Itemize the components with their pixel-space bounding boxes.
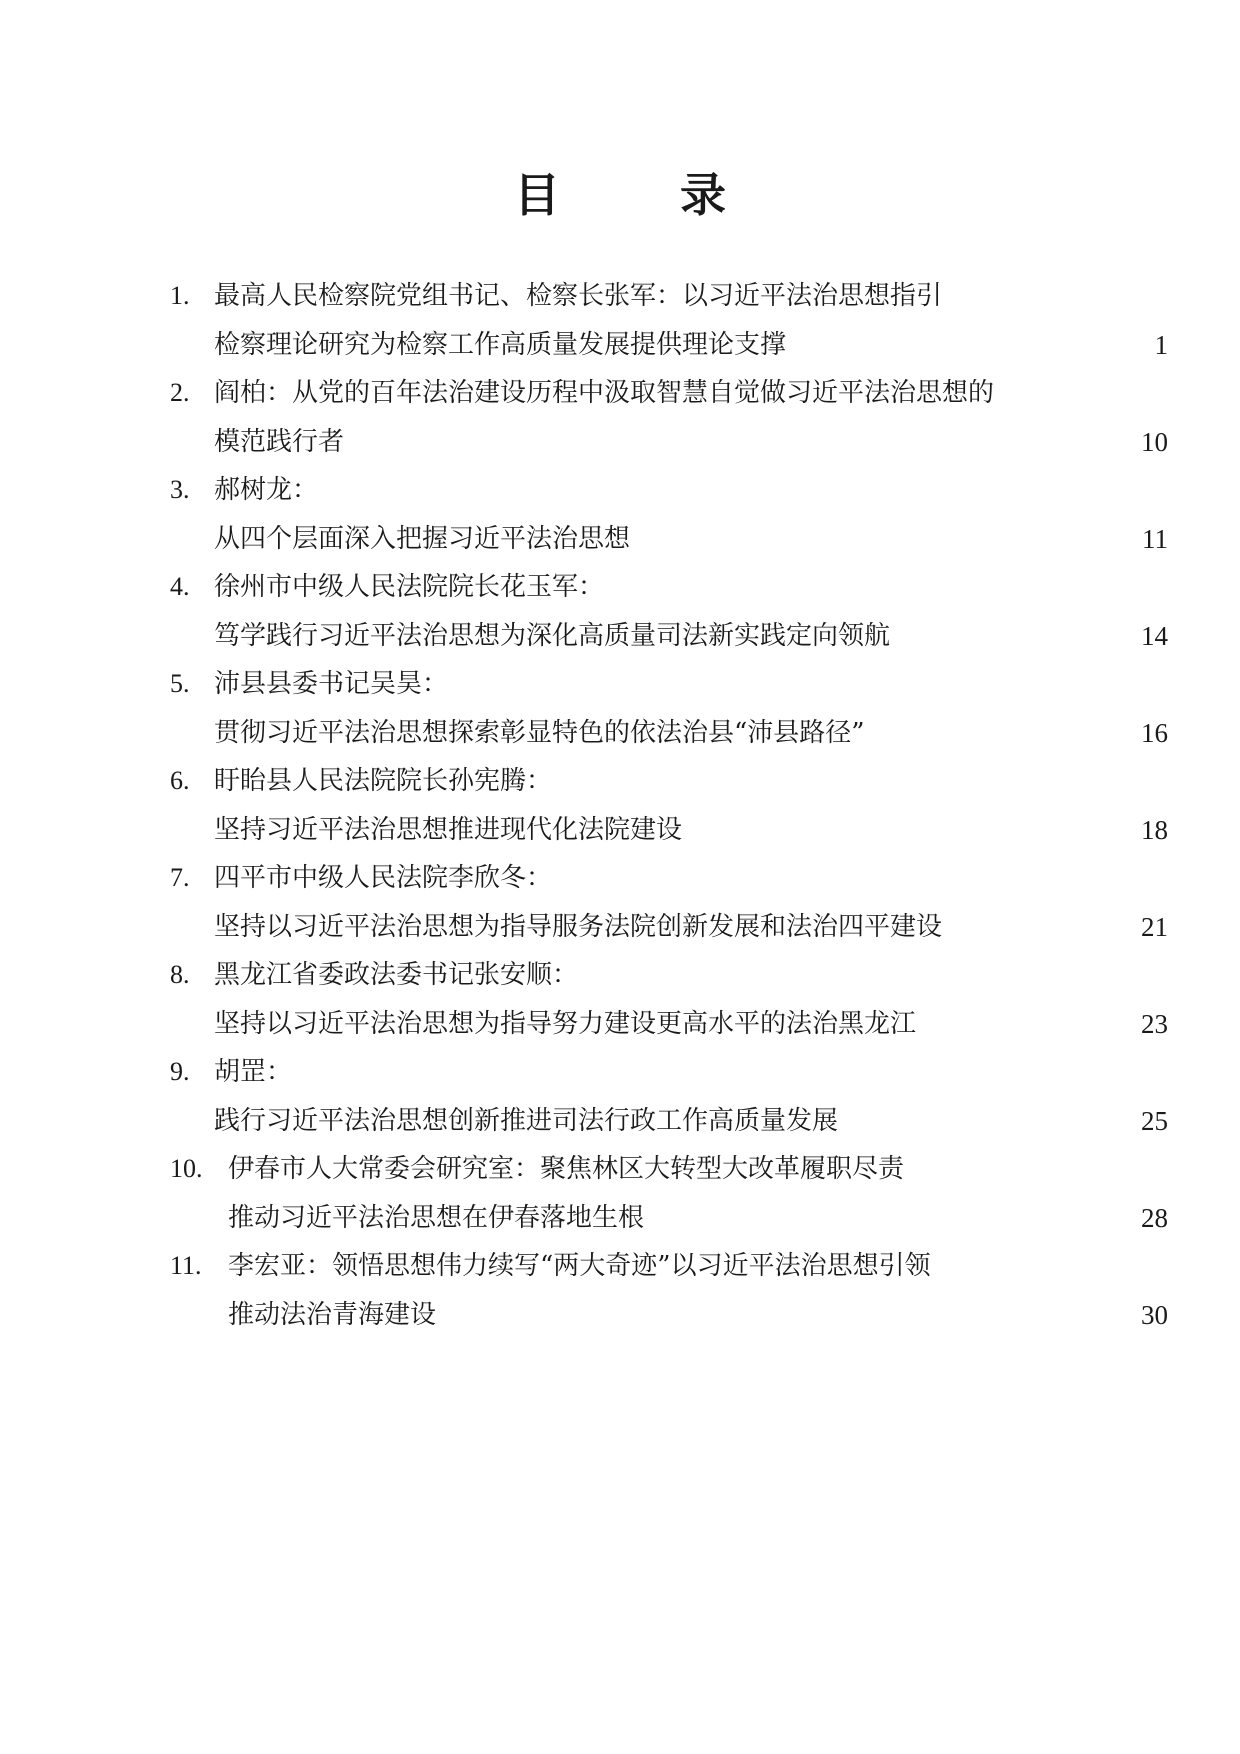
toc-entry-number: 9. [170, 1057, 190, 1086]
toc-entry-number: 6. [170, 766, 190, 795]
toc-entry-page-number: 21 [1141, 911, 1168, 942]
toc-entry-number: 8. [170, 960, 190, 989]
toc-entry-first-line [0, 854, 1240, 903]
toc-entry-title-line1: 盱眙县人民法院院长孙宪腾： [214, 766, 553, 796]
toc-entry-second-line [0, 709, 1240, 758]
toc-entry-page-number: 14 [1141, 620, 1168, 651]
toc-entry[interactable] [0, 1145, 1240, 1242]
toc-entry-title-line2: 检察理论研究为检察工作高质量发展提供理论支撑 [214, 329, 787, 360]
toc-entry-title-line1: 阎柏：从党的百年法治建设历程中汲取智慧自觉做习近平法治思想的 [214, 378, 995, 408]
page-title: 目 录 [513, 168, 778, 222]
toc-entry-number: 10. [170, 1154, 203, 1183]
toc-entry-page-number: 1 [1154, 329, 1168, 360]
toc-entry-page-number: 23 [1141, 1008, 1168, 1039]
toc-entry-first-line [0, 951, 1240, 1000]
table-of-contents [0, 272, 1240, 1339]
toc-entry-title-line1: 沛县县委书记吴昊： [214, 669, 449, 699]
toc-entry-title-line1: 李宏亚：领悟思想伟力续写“两大奇迹”以习近平法治思想引领 [228, 1251, 931, 1281]
toc-entry-number: 11. [170, 1251, 202, 1280]
toc-entry-number: 2. [170, 378, 190, 407]
toc-entry-first-line [0, 563, 1240, 612]
toc-entry-first-line [0, 369, 1240, 418]
toc-entry-title-line1: 黑龙江省委政法委书记张安顺： [214, 960, 579, 990]
toc-entry-title-line1: 最高人民检察院党组书记、检察长张军：以习近平法治思想指引 [214, 281, 943, 311]
toc-entry-first-line [0, 1145, 1240, 1194]
toc-entry-first-line [0, 757, 1240, 806]
toc-entry-title-line2: 坚持以习近平法治思想为指导服务法院创新发展和法治四平建设 [214, 911, 943, 942]
toc-entry-title-line1: 伊春市人大常委会研究室：聚焦林区大转型大改革履职尽责 [228, 1154, 905, 1184]
toc-entry-title-line1: 四平市中级人民法院李欣冬： [214, 863, 553, 893]
toc-entry[interactable] [0, 369, 1240, 466]
toc-entry-first-line [0, 1242, 1240, 1291]
toc-entry[interactable] [0, 1242, 1240, 1339]
toc-entry-number: 5. [170, 669, 190, 698]
toc-entry-second-line [0, 1291, 1240, 1340]
toc-entry-title-line2: 笃学践行习近平法治思想为深化高质量司法新实践定向领航 [214, 620, 891, 651]
toc-entry[interactable] [0, 757, 1240, 854]
toc-entry-second-line [0, 1097, 1240, 1146]
toc-entry-page-number: 18 [1141, 814, 1168, 845]
toc-entry[interactable] [0, 951, 1240, 1048]
toc-entry[interactable] [0, 563, 1240, 660]
toc-entry-title-line1: 郝树龙： [214, 475, 319, 505]
toc-entry-page-number: 25 [1141, 1105, 1168, 1136]
toc-entry-title-line2: 贯彻习近平法治思想探索彰显特色的依法治县“沛县路径” [214, 717, 865, 748]
toc-entry-number: 3. [170, 475, 190, 504]
toc-entry[interactable] [0, 660, 1240, 757]
toc-entry-title-line2: 践行习近平法治思想创新推进司法行政工作高质量发展 [214, 1105, 839, 1136]
toc-entry-number: 1. [170, 281, 190, 310]
toc-entry-title-line2: 从四个层面深入把握习近平法治思想 [214, 523, 631, 554]
toc-entry-second-line [0, 515, 1240, 564]
toc-entry[interactable] [0, 466, 1240, 563]
toc-entry-second-line [0, 903, 1240, 952]
toc-entry-second-line [0, 1194, 1240, 1243]
toc-entry[interactable] [0, 272, 1240, 369]
toc-entry-first-line [0, 1048, 1240, 1097]
toc-entry-page-number: 10 [1141, 426, 1168, 457]
toc-entry-second-line [0, 806, 1240, 855]
toc-entry-first-line [0, 660, 1240, 709]
toc-entry-second-line [0, 321, 1240, 370]
toc-entry-title-line1: 胡罡： [214, 1057, 293, 1087]
toc-entry-first-line [0, 272, 1240, 321]
toc-entry-page-number: 30 [1141, 1299, 1168, 1330]
toc-entry[interactable] [0, 1048, 1240, 1145]
toc-entry-page-number: 28 [1141, 1202, 1168, 1233]
toc-entry-title-line1: 徐州市中级人民法院院长花玉军： [214, 572, 605, 602]
toc-entry-title-line2: 推动习近平法治思想在伊春落地生根 [228, 1202, 645, 1233]
toc-entry-title-line2: 坚持以习近平法治思想为指导努力建设更高水平的法治黑龙江 [214, 1008, 917, 1039]
toc-entry-title-line2: 模范践行者 [214, 426, 345, 457]
toc-entry-second-line [0, 612, 1240, 661]
toc-entry-second-line [0, 1000, 1240, 1049]
toc-entry-number: 4. [170, 572, 190, 601]
toc-entry[interactable] [0, 854, 1240, 951]
toc-entry-title-line2: 坚持习近平法治思想推进现代化法院建设 [214, 814, 683, 845]
toc-entry-second-line [0, 418, 1240, 467]
toc-entry-first-line [0, 466, 1240, 515]
toc-entry-page-number: 11 [1142, 523, 1168, 554]
toc-entry-page-number: 16 [1141, 717, 1168, 748]
toc-entry-title-line2: 推动法治青海建设 [228, 1299, 437, 1330]
toc-entry-number: 7. [170, 863, 190, 892]
